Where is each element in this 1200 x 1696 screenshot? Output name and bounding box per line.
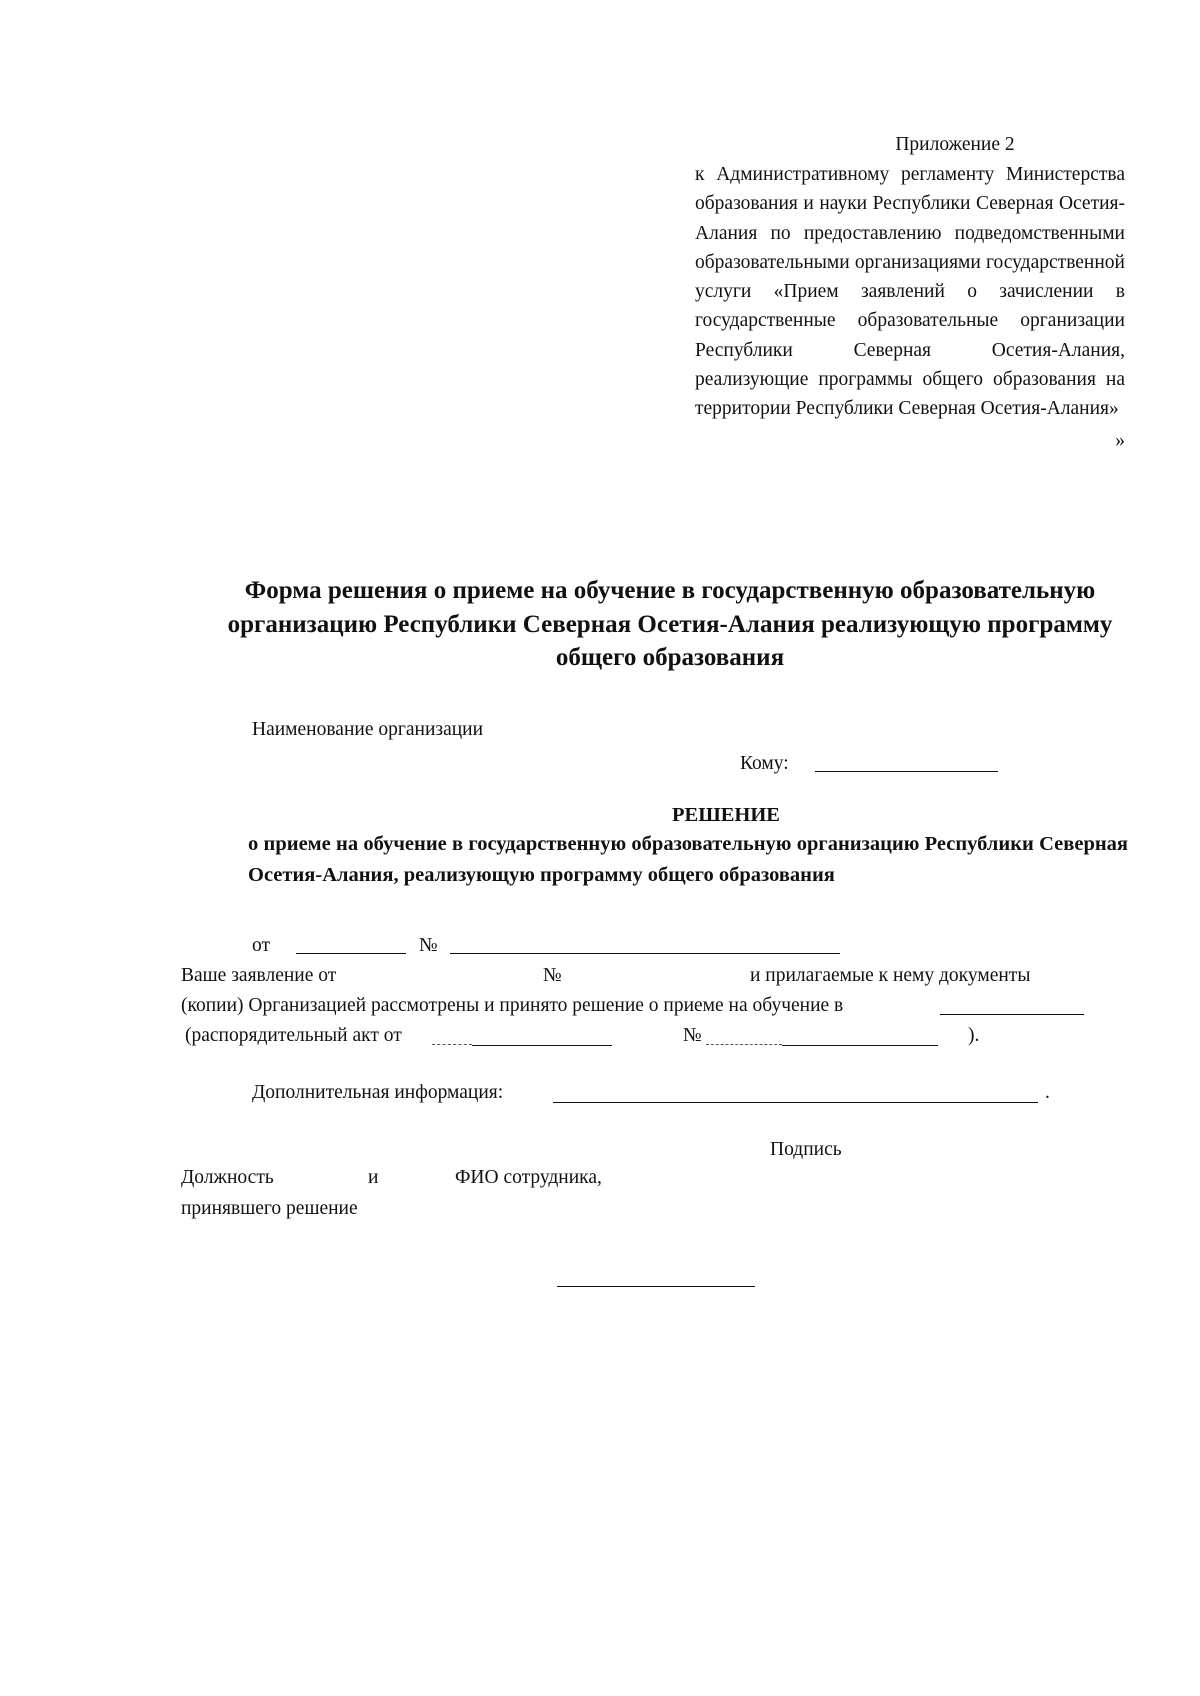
to-label: Кому:	[740, 753, 789, 774]
decision-heading: РЕШЕНИЕ	[672, 804, 780, 826]
application-from-label: Ваше заявление от	[181, 965, 337, 986]
appendix-body: к Административному регламенту Министерства образования и науки Республики Северная Осетия-Алания по предоставлению подведомственными образовательными организациями государственной услуги «Прием заявлений о зачислении в государственные образовательные организации Республики Северная Осетия-Алания, реализующие программы общего образования на территории Республики Северная Осетия-Алания»	[695, 164, 1125, 420]
fio-label: ФИО сотрудника,	[455, 1167, 602, 1188]
act-from-label: (распорядительный акт от	[185, 1025, 402, 1046]
decision-line-label: (копии) Организацией рассмотрены и принято решение о приеме на обучение в	[181, 995, 844, 1016]
decision-subtitle: о приеме на обучение в государственную образовательную организацию Республики Северная Осетия-Алания, реализующую программу общего образования	[248, 833, 1128, 886]
additional-info-end: .	[1045, 1082, 1050, 1103]
accepted-by-label: принявшего решение	[181, 1198, 358, 1219]
application-number-label: №	[543, 965, 562, 986]
number-field-line[interactable]	[450, 953, 840, 954]
appendix-block	[695, 130, 1125, 456]
additional-info-field-line[interactable]	[553, 1102, 1038, 1103]
appendix-title: Приложение 2	[895, 134, 1015, 155]
act-number-label: №	[683, 1025, 702, 1046]
attached-docs-label: и прилагаемые к нему документы	[750, 965, 1031, 986]
form-title: Форма решения о приеме на обучение в государственную образовательную организацию Республики Северная Осетия-Алания реализующую программу общего образования	[227, 577, 1113, 671]
and-label: и	[368, 1167, 379, 1188]
position-label: Должность	[181, 1167, 274, 1188]
bottom-separator	[557, 1286, 755, 1287]
act-date-field-line[interactable]	[472, 1045, 612, 1046]
appendix-closing-quote: »	[1115, 429, 1125, 451]
date-field-line[interactable]	[296, 953, 406, 954]
org-name-label: Наименование организации	[252, 719, 484, 740]
additional-info-label: Дополнительная информация:	[252, 1082, 504, 1103]
act-date-dashed	[432, 1044, 472, 1045]
signature-label: Подпись	[770, 1139, 842, 1160]
education-field-line[interactable]	[940, 1014, 1084, 1015]
from-label: от	[252, 935, 271, 956]
to-field-line[interactable]	[815, 771, 998, 772]
act-number-field-line[interactable]	[782, 1045, 938, 1046]
act-number-dashed	[706, 1044, 782, 1045]
act-close-label: ).	[968, 1025, 980, 1046]
number-label: №	[419, 935, 438, 956]
